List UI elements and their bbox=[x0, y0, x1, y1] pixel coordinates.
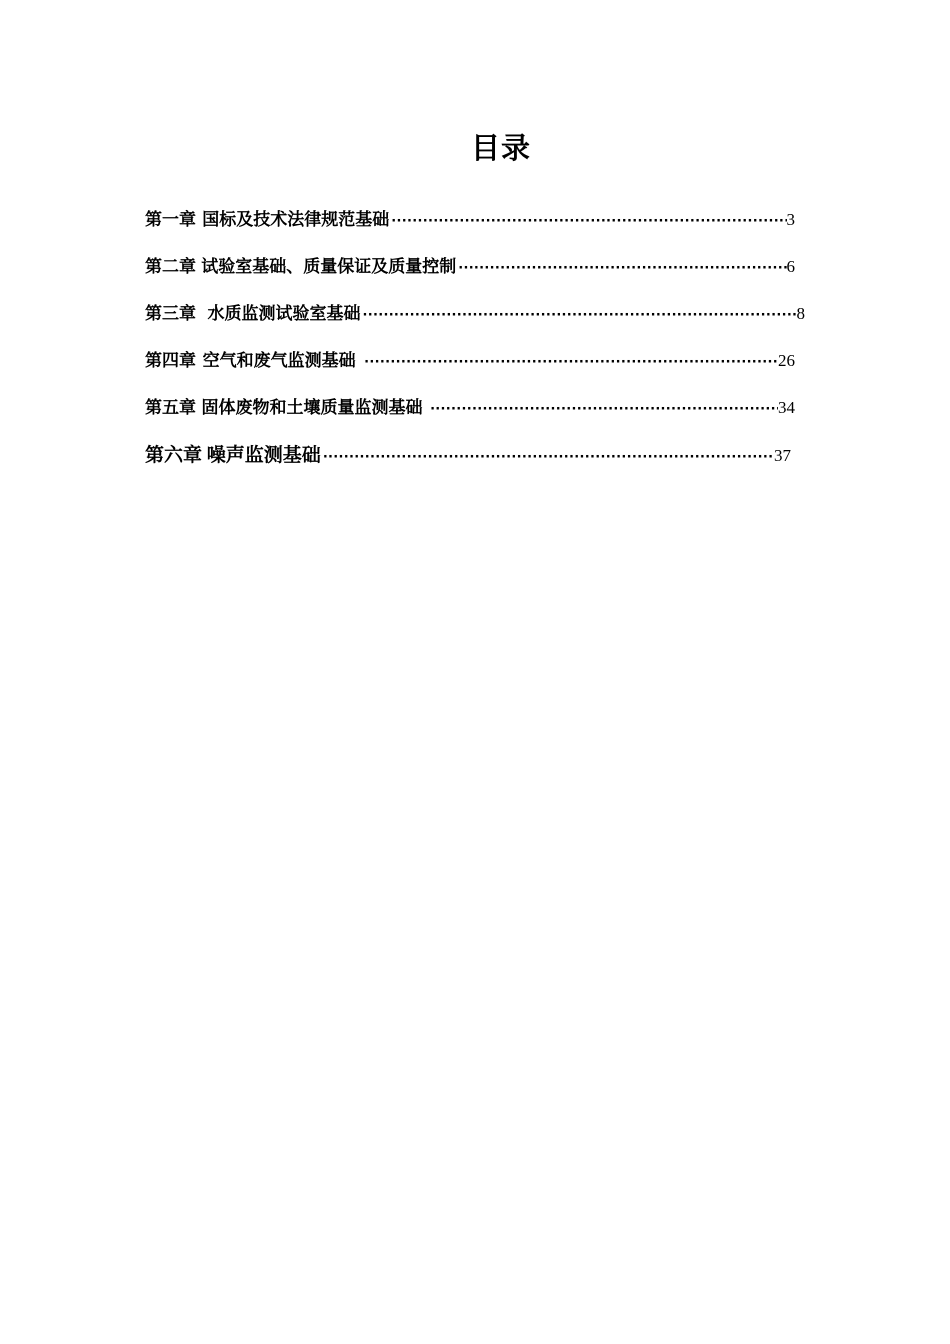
toc-heading: 水质监测试验室基础 bbox=[207, 304, 361, 324]
toc-page-number: 3 bbox=[786, 210, 795, 229]
toc-entry-3[interactable] bbox=[145, 299, 805, 329]
toc-chapter-label: 第一章 bbox=[145, 210, 196, 230]
toc-chapter-label: 第二章 bbox=[145, 257, 196, 277]
toc-page-number: 34 bbox=[778, 398, 795, 417]
toc-entry-1[interactable] bbox=[145, 205, 795, 235]
toc-dot-leader bbox=[456, 254, 786, 284]
toc-entry-6[interactable] bbox=[145, 440, 791, 470]
toc-dot-leader bbox=[362, 348, 778, 378]
toc-heading: 试验室基础、质量保证及质量控制 bbox=[201, 257, 457, 277]
toc-entry-5[interactable] bbox=[145, 393, 795, 423]
toc-chapter-label: 第三章 bbox=[145, 304, 196, 324]
toc-dot-leader bbox=[428, 395, 778, 425]
toc-chapter-label: 第五章 bbox=[145, 398, 196, 418]
page-title: 目录 bbox=[470, 131, 531, 165]
toc-heading: 国标及技术法律规范基础 bbox=[202, 210, 390, 230]
toc-heading: 固体废物和土壤质量监测基础 bbox=[201, 398, 423, 418]
toc-entry-2[interactable] bbox=[145, 252, 795, 282]
toc-heading: 噪声监测基础 bbox=[206, 444, 321, 466]
toc-entry-4[interactable] bbox=[145, 346, 795, 376]
toc-dot-leader bbox=[321, 443, 774, 473]
toc-dot-leader bbox=[389, 207, 786, 237]
toc-chapter-label: 第四章 bbox=[145, 351, 196, 371]
toc-chapter-label: 第六章 bbox=[145, 444, 203, 466]
toc-page-number: 8 bbox=[796, 304, 805, 323]
toc-dot-leader bbox=[361, 301, 797, 331]
toc-page-number: 37 bbox=[774, 446, 791, 465]
toc-page-number: 6 bbox=[786, 257, 795, 276]
toc-page-number: 26 bbox=[777, 351, 795, 370]
toc-heading: 空气和废气监测基础 bbox=[202, 351, 356, 371]
